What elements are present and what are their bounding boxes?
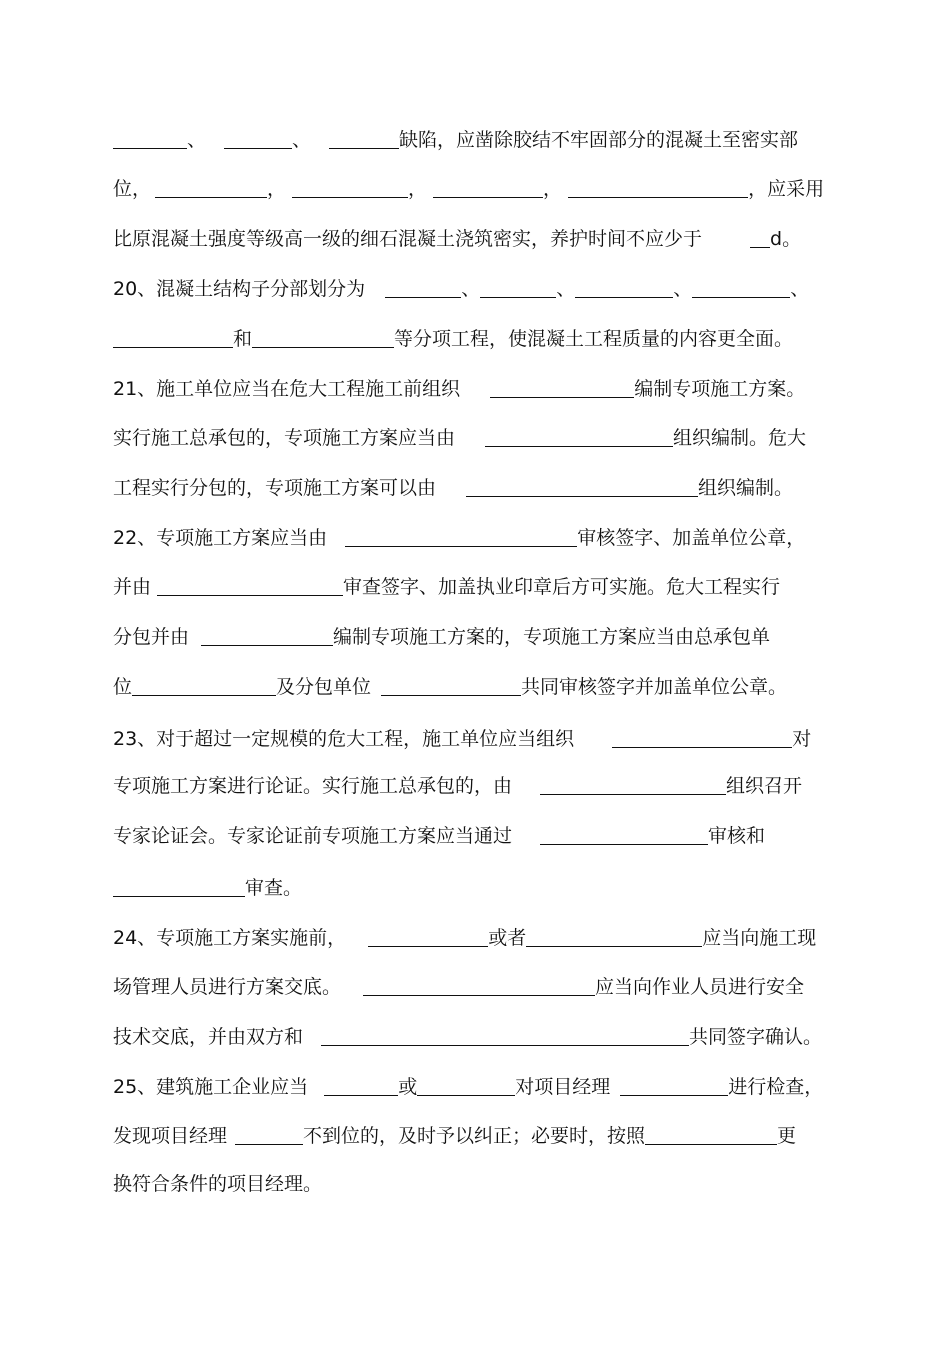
fill-in-blank[interactable] <box>480 275 556 298</box>
fill-in-blank[interactable] <box>157 573 343 596</box>
fill-in-blank[interactable] <box>132 673 276 696</box>
fill-in-blank[interactable] <box>224 126 292 149</box>
fill-in-blank[interactable] <box>750 225 770 248</box>
text-line <box>113 819 858 849</box>
text-line <box>113 471 858 501</box>
fill-in-blank[interactable] <box>466 474 698 497</box>
fill-in-blank[interactable] <box>620 1073 728 1096</box>
text-line <box>113 970 858 1000</box>
text-line <box>113 1020 858 1050</box>
text-line <box>113 570 858 600</box>
line-text: 22、专项施工方案应当由 <box>113 527 328 549</box>
fill-in-blank[interactable] <box>490 375 634 398</box>
fill-in-blank[interactable] <box>345 524 577 547</box>
line-text: 编制专项施工方案。 <box>634 378 806 400</box>
question-20 <box>113 272 858 302</box>
line-text: 组织召开 <box>726 775 803 797</box>
line-text: 审查签字、加盖执业印章后方可实施。危大工程实行 <box>343 576 781 598</box>
text-line <box>113 172 858 202</box>
text-line <box>113 222 858 252</box>
fill-in-blank[interactable] <box>526 924 702 947</box>
text-line <box>113 123 858 153</box>
line-text: 或 <box>398 1076 418 1098</box>
line-text: 工程实行分包的，专项施工方案可以由 <box>113 477 437 499</box>
fill-in-blank[interactable] <box>321 1023 689 1046</box>
line-text: 更 <box>777 1125 797 1147</box>
line-text: ，应采用 <box>748 178 825 200</box>
line-text: 共同审核签字并加盖单位公章。 <box>521 676 788 698</box>
line-text: 应当向作业人员进行安全 <box>595 976 805 998</box>
line-text: ， <box>543 178 563 200</box>
line-text: 、 <box>187 129 207 151</box>
fill-in-blank[interactable] <box>540 822 708 845</box>
fill-in-blank[interactable] <box>568 175 748 198</box>
line-text: 专项施工方案进行论证。实行施工总承包的，由 <box>113 775 513 797</box>
line-text: 24、专项施工方案实施前， <box>113 927 347 949</box>
line-text: 对 <box>792 728 812 750</box>
line-text: 及分包单位 <box>276 676 372 698</box>
line-text: 20、混凝土结构子分部划分为 <box>113 278 366 300</box>
line-text: 编制专项施工方案的，专项施工方案应当由总承包单 <box>333 626 771 648</box>
text-line <box>113 322 858 352</box>
line-text: 并由 <box>113 576 152 598</box>
line-text: 比原混凝土强度等级高一级的细石混凝土浇筑密实，养护时间不应少于 <box>113 228 703 250</box>
fill-in-blank[interactable] <box>381 673 521 696</box>
question-25 <box>113 1070 858 1100</box>
line-text: 组织编制。危大 <box>673 427 807 449</box>
line-text: 、 <box>673 278 693 300</box>
question-21 <box>113 372 858 402</box>
fill-in-blank[interactable] <box>113 874 245 897</box>
line-text: 组织编制。 <box>698 477 794 499</box>
line-text: 审核和 <box>708 825 766 847</box>
line-text: 或者 <box>488 927 527 949</box>
line-text: 进行检查， <box>728 1076 824 1098</box>
fill-in-blank[interactable] <box>645 1122 777 1145</box>
line-text: 场管理人员进行方案交底。 <box>113 976 342 998</box>
line-text: 应当向施工现 <box>702 927 817 949</box>
fill-in-blank[interactable] <box>324 1073 398 1096</box>
fill-in-blank[interactable] <box>201 623 333 646</box>
fill-in-blank[interactable] <box>417 1073 515 1096</box>
fill-in-blank[interactable] <box>692 275 790 298</box>
question-22 <box>113 521 858 551</box>
line-text: d。 <box>770 228 802 250</box>
line-text: 发现项目经理 <box>113 1125 228 1147</box>
fill-in-blank[interactable] <box>485 424 673 447</box>
line-text: 不到位的，及时予以纠正；必要时，按照 <box>303 1125 646 1147</box>
line-text: 对项目经理 <box>515 1076 611 1098</box>
fill-in-blank[interactable] <box>363 973 595 996</box>
text-line <box>113 670 858 700</box>
line-text: 审核签字、加盖单位公章， <box>577 527 806 549</box>
line-text: 缺陷，应凿除胶结不牢固部分的混凝土至密实部 <box>399 129 799 151</box>
fill-in-blank[interactable] <box>113 126 187 149</box>
fill-in-blank[interactable] <box>612 725 792 748</box>
fill-in-blank[interactable] <box>252 325 394 348</box>
text-line <box>113 620 858 650</box>
fill-in-blank[interactable] <box>385 275 461 298</box>
line-text: 、 <box>556 278 576 300</box>
line-text: 、 <box>292 129 312 151</box>
line-text: 等分项工程，使混凝土工程质量的内容更全面。 <box>394 328 794 350</box>
fill-in-blank[interactable] <box>433 175 543 198</box>
line-text: 实行施工总承包的，专项施工方案应当由 <box>113 427 456 449</box>
text-line <box>113 871 858 901</box>
fill-in-blank[interactable] <box>292 175 408 198</box>
line-text: 位， <box>113 178 152 200</box>
question-23 <box>113 722 858 752</box>
line-text: ， <box>408 178 428 200</box>
line-text: ， <box>267 178 287 200</box>
question-24 <box>113 921 858 951</box>
line-text: 技术交底，并由双方和 <box>113 1026 304 1048</box>
line-text: 共同签字确认。 <box>689 1026 823 1048</box>
line-text: 、 <box>461 278 481 300</box>
line-text: 位 <box>113 676 133 698</box>
text-line <box>113 1169 858 1199</box>
line-text: 和 <box>233 328 253 350</box>
line-text: 25、建筑施工企业应当 <box>113 1076 309 1098</box>
text-line <box>113 1119 858 1149</box>
line-text: 分包并由 <box>113 626 190 648</box>
text-line <box>113 421 858 451</box>
line-text: 专家论证会。专家论证前专项施工方案应当通过 <box>113 825 513 847</box>
line-text: 、 <box>790 278 810 300</box>
fill-in-blank[interactable] <box>235 1122 303 1145</box>
fill-in-blank[interactable] <box>575 275 673 298</box>
line-text: 21、施工单位应当在危大工程施工前组织 <box>113 378 461 400</box>
fill-in-blank[interactable] <box>155 175 267 198</box>
line-text: 换符合条件的项目经理。 <box>113 1173 323 1195</box>
fill-in-blank[interactable] <box>113 325 233 348</box>
fill-in-blank[interactable] <box>368 924 488 947</box>
line-text: 审查。 <box>245 877 303 899</box>
fill-in-blank[interactable] <box>540 772 726 795</box>
text-line <box>113 769 858 799</box>
fill-in-blank[interactable] <box>329 126 399 149</box>
line-text: 23、对于超过一定规模的危大工程，施工单位应当组织 <box>113 728 575 750</box>
